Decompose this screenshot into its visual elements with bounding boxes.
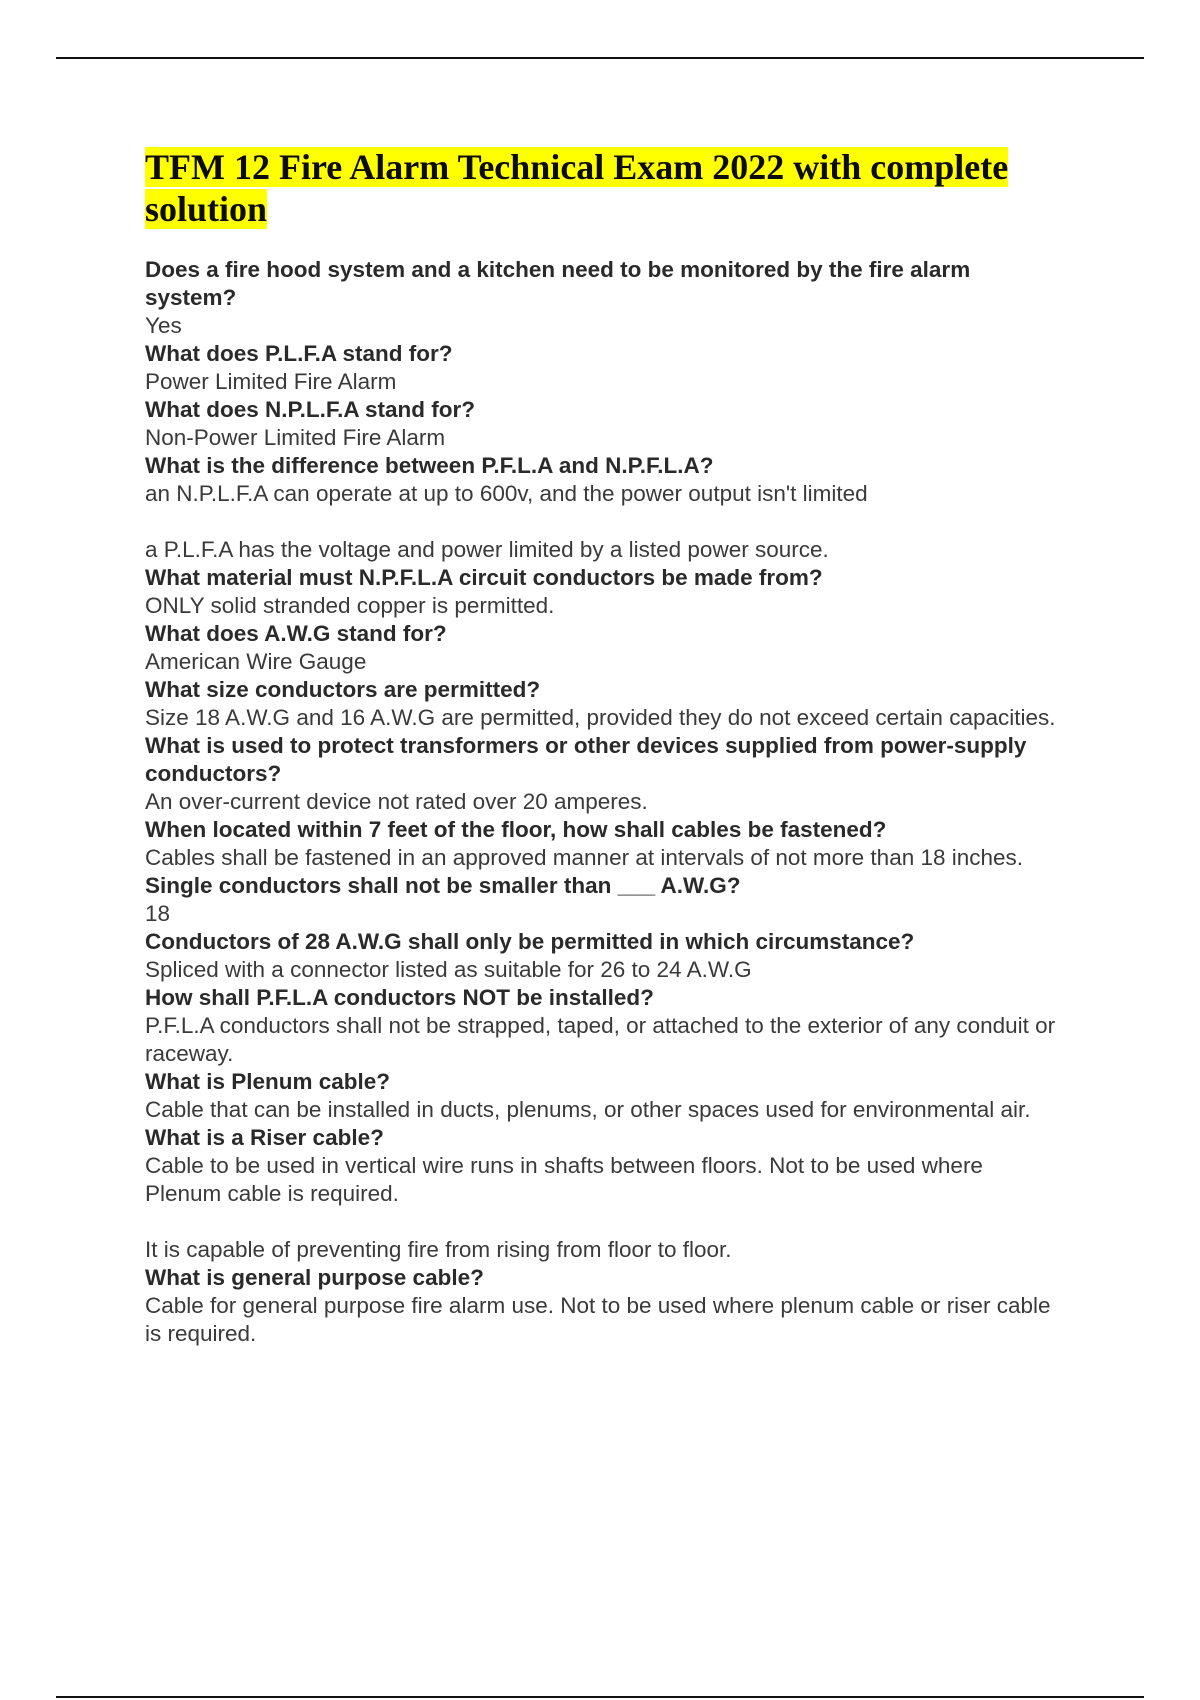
qa-item-11 <box>145 928 1065 984</box>
answer: Power Limited Fire Alarm <box>145 369 397 394</box>
answer: American Wire Gauge <box>145 649 367 674</box>
question: Single conductors shall not be smaller than ___ A.W.G? <box>145 873 741 898</box>
question: What material must N.P.F.L.A circuit conductors be made from? <box>145 565 823 590</box>
qa-item-2 <box>145 340 1065 396</box>
answer: 18 <box>145 901 171 926</box>
answer: ONLY solid stranded copper is permitted. <box>145 593 555 618</box>
answer: an N.P.L.F.A can operate at up to 600v, and the power output isn't limited <box>145 481 868 506</box>
answer-continued: It is capable of preventing fire from rising from floor to floor. <box>145 1237 732 1262</box>
answer: Size 18 A.W.G and 16 A.W.G are permitted, provided they do not exceed certain capacities. <box>145 705 1056 730</box>
answer: Cable for general purpose fire alarm use. Not to be used where plenum cable or riser cable is required. <box>145 1293 1051 1346</box>
qa-item-6 <box>145 620 1065 676</box>
question: Conductors of 28 A.W.G shall only be permitted in which circumstance? <box>145 929 915 954</box>
question: What is Plenum cable? <box>145 1069 391 1094</box>
question: How shall P.F.L.A conductors NOT be installed? <box>145 985 654 1010</box>
paragraph-gap <box>145 1208 1065 1236</box>
question: What size conductors are permitted? <box>145 677 541 702</box>
document-title <box>145 146 1065 230</box>
answer: An over-current device not rated over 20 amperes. <box>145 789 648 814</box>
qa-item-7 <box>145 676 1065 732</box>
bottom-rule <box>56 1696 1144 1698</box>
answer: Spliced with a connector listed as suitable for 26 to 24 A.W.G <box>145 957 752 982</box>
qa-item-1 <box>145 256 1065 340</box>
qa-item-13 <box>145 1068 1065 1124</box>
qa-item-8 <box>145 732 1065 816</box>
qa-item-4 <box>145 452 1065 564</box>
highlighted-title-text: TFM 12 Fire Alarm Technical Exam 2022 with complete solution <box>145 147 1009 229</box>
answer-continued: a P.L.F.A has the voltage and power limited by a listed power source. <box>145 537 829 562</box>
qa-item-12 <box>145 984 1065 1068</box>
question: What is the difference between P.F.L.A and N.P.F.L.A? <box>145 453 714 478</box>
answer: Cable that can be installed in ducts, plenums, or other spaces used for environmental air. <box>145 1097 1031 1122</box>
qa-item-9 <box>145 816 1065 872</box>
qa-item-14 <box>145 1124 1065 1264</box>
document-body <box>145 146 1065 1348</box>
question: When located within 7 feet of the floor, how shall cables be fastened? <box>145 817 887 842</box>
answer: Yes <box>145 313 182 338</box>
answer: Non-Power Limited Fire Alarm <box>145 425 446 450</box>
answer: P.F.L.A conductors shall not be strapped, taped, or attached to the exterior of any conduit or raceway. <box>145 1013 1056 1066</box>
question: What is a Riser cable? <box>145 1125 384 1150</box>
qa-item-3 <box>145 396 1065 452</box>
qa-item-5 <box>145 564 1065 620</box>
qa-item-10 <box>145 872 1065 928</box>
answer: Cable to be used in vertical wire runs in shafts between floors. Not to be used where Plenum cable is required. <box>145 1153 983 1206</box>
question: What does P.L.F.A stand for? <box>145 341 453 366</box>
question: What is used to protect transformers or other devices supplied from power-supply conductors? <box>145 733 1027 786</box>
qa-list <box>145 256 1065 1348</box>
answer: Cables shall be fastened in an approved manner at intervals of not more than 18 inches. <box>145 845 1024 870</box>
paragraph-gap <box>145 508 1065 536</box>
question: Does a fire hood system and a kitchen need to be monitored by the fire alarm system? <box>145 257 971 310</box>
top-rule <box>56 57 1144 59</box>
question: What does A.W.G stand for? <box>145 621 447 646</box>
question: What is general purpose cable? <box>145 1265 484 1290</box>
question: What does N.P.L.F.A stand for? <box>145 397 476 422</box>
qa-item-15 <box>145 1264 1065 1348</box>
